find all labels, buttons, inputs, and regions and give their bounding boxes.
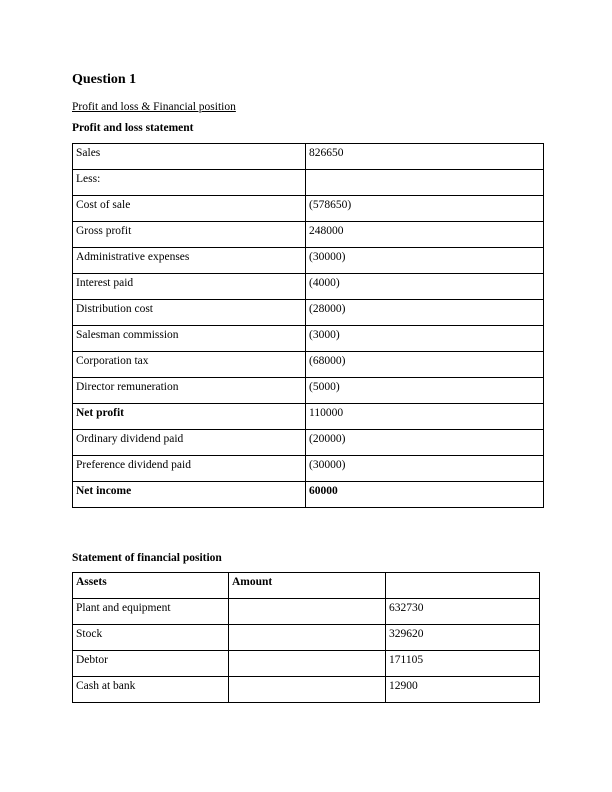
sofp-table-row [73, 677, 540, 703]
sofp-row-amount [229, 625, 386, 651]
pl-row-label: Director remuneration [73, 378, 306, 404]
sofp-row-value: 12900 [386, 677, 540, 703]
pl-row-label: Distribution cost [73, 300, 306, 326]
sofp-row-amount [229, 651, 386, 677]
sofp-table-row [73, 651, 540, 677]
sofp-table-row [73, 625, 540, 651]
pl-table-row [73, 300, 544, 326]
pl-row-label: Gross profit [73, 222, 306, 248]
pl-row-value: (68000) [306, 352, 544, 378]
pl-table-row [73, 352, 544, 378]
pl-row-label: Less: [73, 170, 306, 196]
pl-table-row [73, 404, 544, 430]
pl-row-value: 110000 [306, 404, 544, 430]
pl-row-label: Cost of sale [73, 196, 306, 222]
sofp-row-label: Cash at bank [73, 677, 229, 703]
sofp-header-cell [386, 573, 540, 599]
sofp-row-amount [229, 599, 386, 625]
sofp-row-label: Debtor [73, 651, 229, 677]
sofp-header-row [73, 573, 540, 599]
pl-table-row [73, 222, 544, 248]
pl-row-value: (28000) [306, 300, 544, 326]
pl-row-value: 826650 [306, 144, 544, 170]
pl-row-value: (5000) [306, 378, 544, 404]
pl-row-label: Interest paid [73, 274, 306, 300]
profit-loss-table [72, 143, 544, 508]
pl-table-row [73, 144, 544, 170]
pl-table-row [73, 170, 544, 196]
pl-row-label: Salesman commission [73, 326, 306, 352]
pl-row-value: (3000) [306, 326, 544, 352]
pl-row-value: (30000) [306, 248, 544, 274]
profit-loss-statement-heading: Profit and loss statement [72, 122, 194, 134]
sofp-row-value: 329620 [386, 625, 540, 651]
pl-row-value: 248000 [306, 222, 544, 248]
pl-row-label: Administrative expenses [73, 248, 306, 274]
question-title: Question 1 [72, 72, 137, 87]
sofp-table-row [73, 599, 540, 625]
financial-position-heading: Statement of financial position [72, 552, 222, 564]
sofp-row-amount [229, 677, 386, 703]
financial-position-table [72, 572, 540, 703]
sofp-row-label: Plant and equipment [73, 599, 229, 625]
pl-row-label: Corporation tax [73, 352, 306, 378]
pl-row-value [306, 170, 544, 196]
document-subtitle: Profit and loss & Financial position [72, 101, 236, 113]
pl-table-row [73, 274, 544, 300]
pl-table-row [73, 456, 544, 482]
pl-row-label: Net profit [73, 404, 306, 430]
pl-table-row [73, 430, 544, 456]
pl-row-value: 60000 [306, 482, 544, 508]
pl-table-row [73, 326, 544, 352]
pl-row-label: Preference dividend paid [73, 456, 306, 482]
pl-table-row [73, 378, 544, 404]
sofp-header-cell: Assets [73, 573, 229, 599]
pl-table-row [73, 196, 544, 222]
pl-row-label: Net income [73, 482, 306, 508]
pl-table-row [73, 482, 544, 508]
pl-row-value: (30000) [306, 456, 544, 482]
pl-row-label: Ordinary dividend paid [73, 430, 306, 456]
pl-table-row [73, 248, 544, 274]
sofp-row-label: Stock [73, 625, 229, 651]
sofp-row-value: 632730 [386, 599, 540, 625]
sofp-row-value: 171105 [386, 651, 540, 677]
pl-row-value: (578650) [306, 196, 544, 222]
pl-row-value: (4000) [306, 274, 544, 300]
pl-row-value: (20000) [306, 430, 544, 456]
sofp-header-cell: Amount [229, 573, 386, 599]
pl-row-label: Sales [73, 144, 306, 170]
